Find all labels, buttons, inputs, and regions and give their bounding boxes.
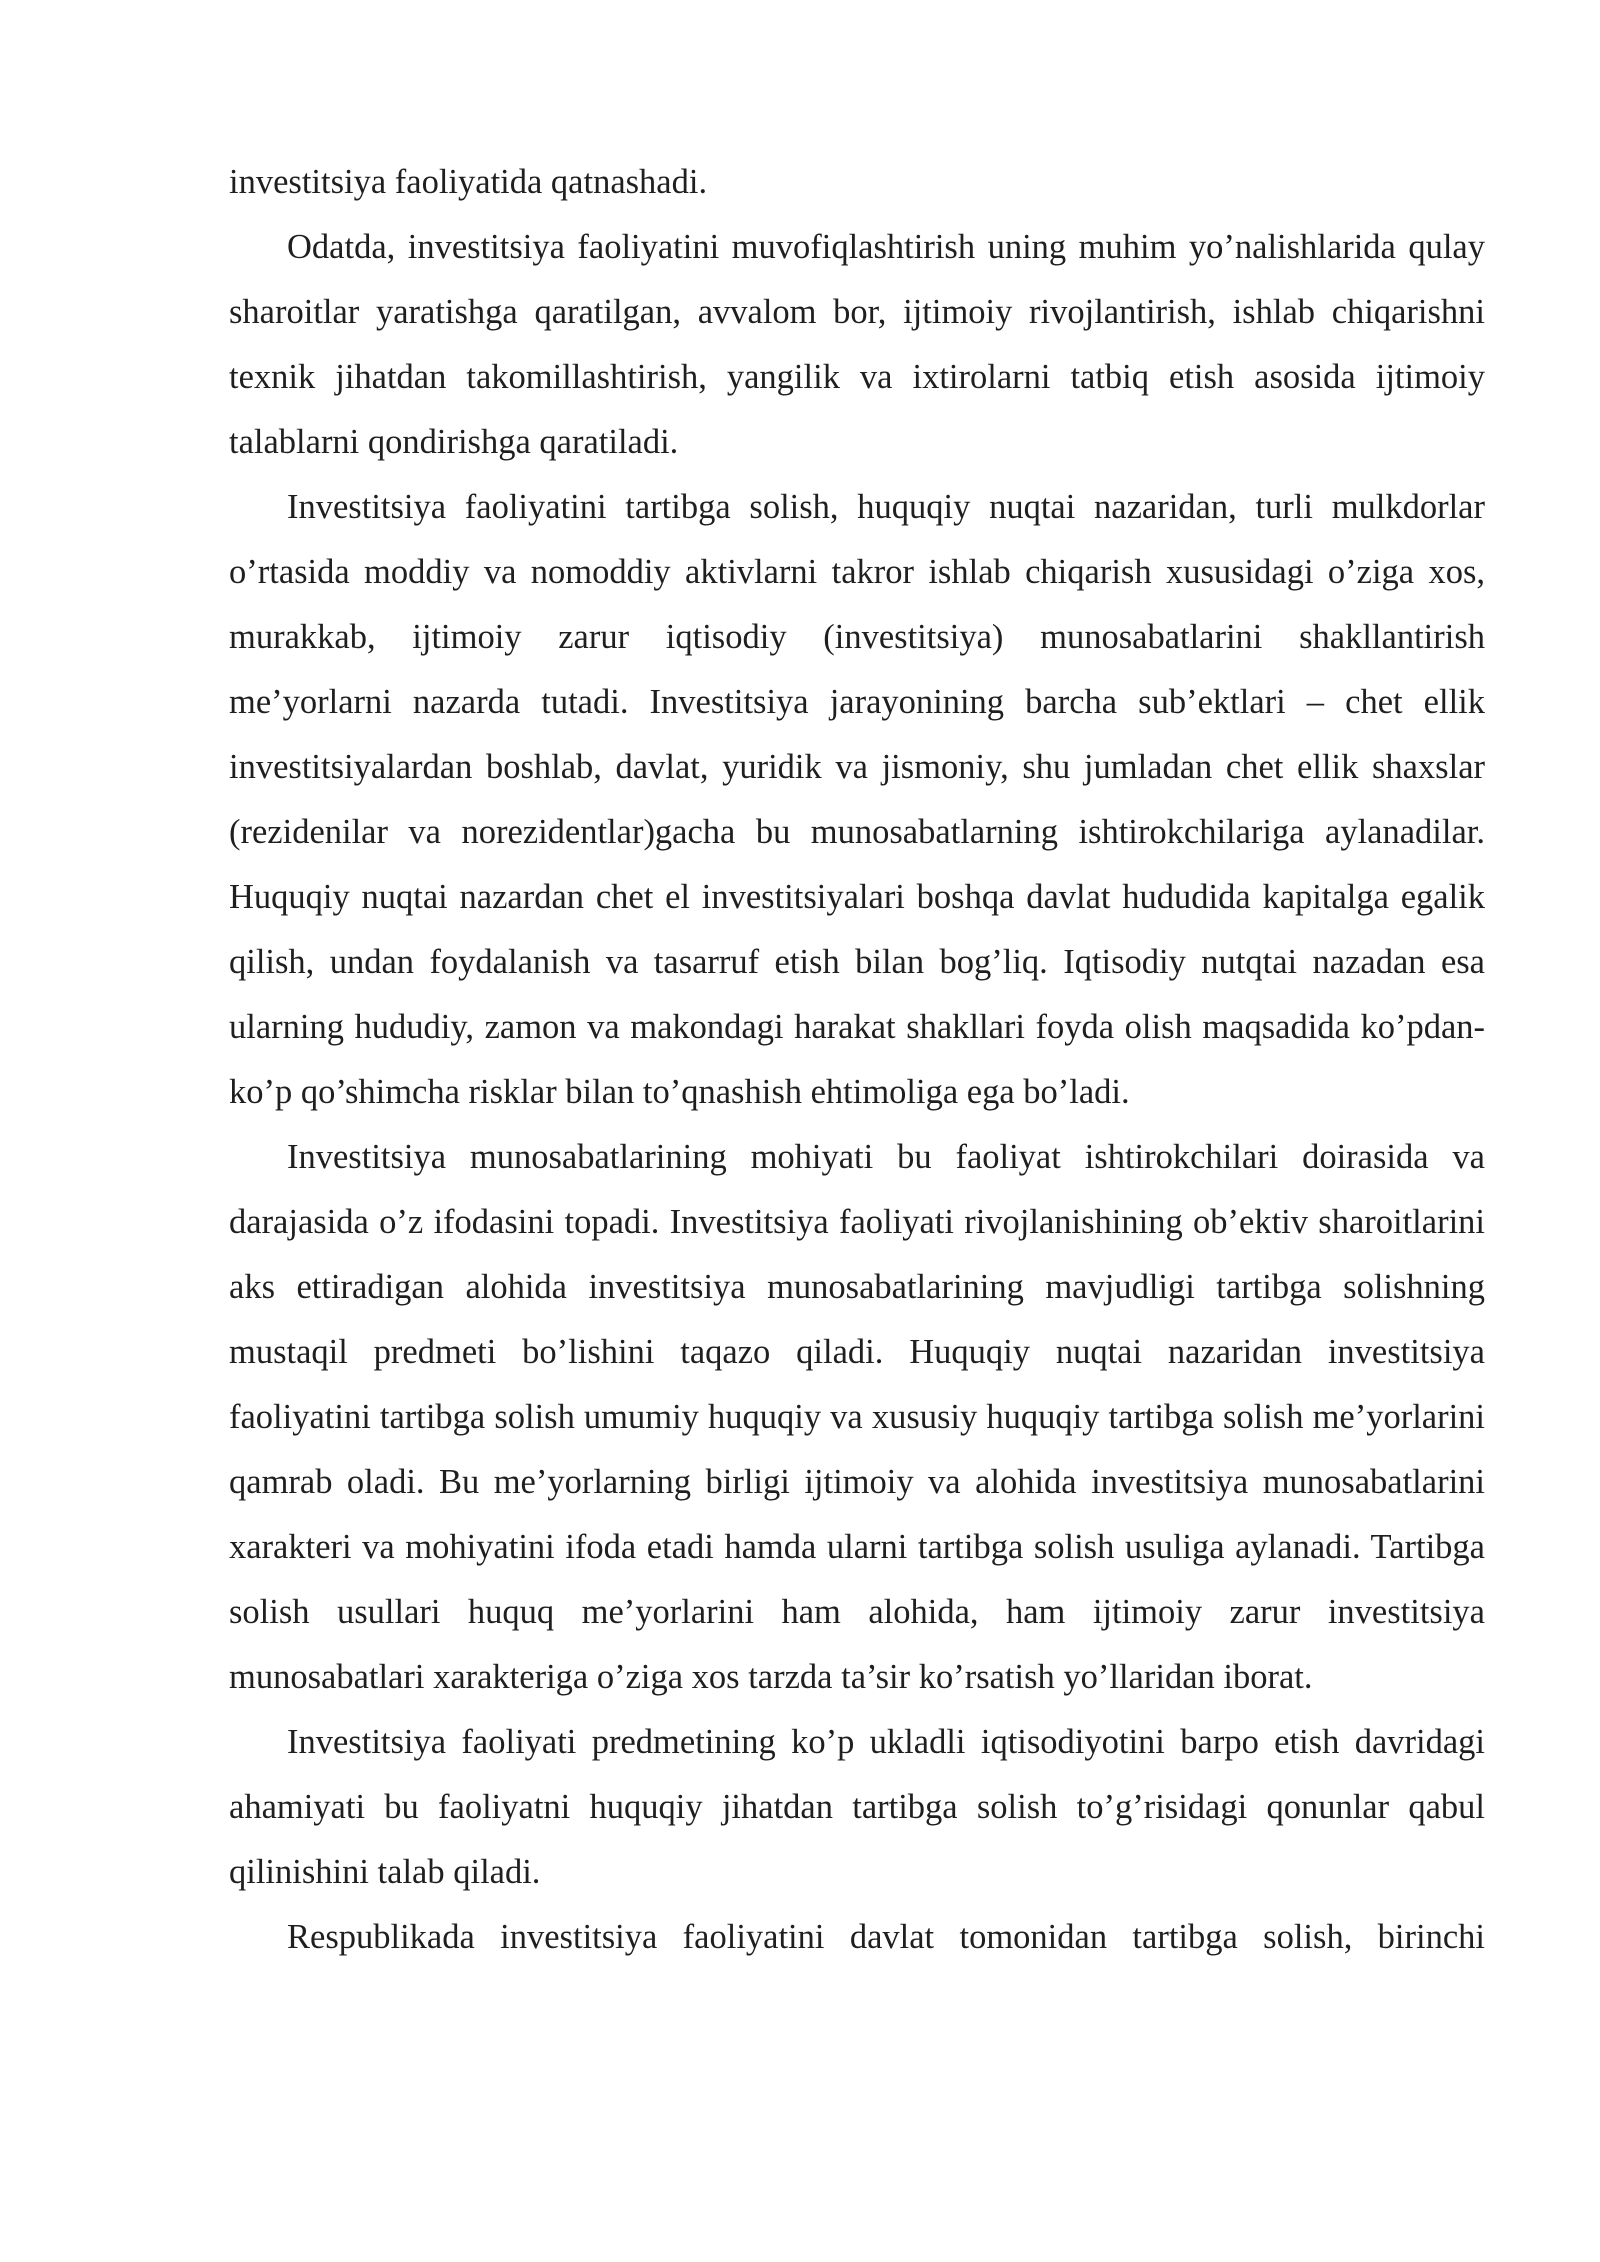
paragraph-continuation: investitsiya faoliyatida qatnashadi. [229, 163, 708, 201]
paragraph: Investitsiya faoliyati predmetining ko’p ukladli iqtisodiyotini barpo etish davridagi ahamiyati bu faoliyatni huquqiy jihatdan tartibga solish to’g’risidagi qonunlar qabul qilinishini talab qiladi. [229, 1723, 1485, 1891]
document-body [229, 150, 1485, 1970]
paragraph: Investitsiya munosabatlarining mohiyati bu faoliyat ishtirokchilari doirasida va darajasida o’z ifodasini topadi. Investitsiya faoliyati rivojlanishining ob’ektiv sharoitlarini aks ettiradigan alohida investitsiya munosabatlarining mavjudligi tartibga solishning mustaqil predmeti bo’lishini taqazo qiladi. Huquqiy nuqtai nazaridan investitsiya faoliyatini tartibga solish umumiy huquqiy va xususiy huquqiy tartibga solish me’yorlarini qamrab oladi. Bu me’yorlarning birligi ijtimoiy va alohida investitsiya munosabatlarini xarakteri va mohiyatini ifoda etadi hamda ularni tartibga solish usuliga aylanadi. Tartibga solish usullari huquq me’yorlarini ham alohida, ham ijtimoiy zarur investitsiya munosabatlari xarakteriga o’ziga xos tarzda ta’sir ko’rsatish yo’llaridan iborat. [229, 1138, 1485, 1696]
paragraph-cut-off: Respublikada investitsiya faoliyatini davlat tomonidan tartibga solish, birinchi [287, 1918, 1485, 1956]
paragraph: Investitsiya faoliyatini tartibga solish, huquqiy nuqtai nazaridan, turli mulkdorlar o’rtasida moddiy va nomoddiy aktivlarni takror ishlab chiqarish xususidagi o’ziga xos, murakkab, ijtimoiy zarur iqtisodiy (investitsiya) munosabatlarini shakllantirish me’yorlarni nazarda tutadi. Investitsiya jarayonining barcha sub’ektlari – chet ellik investitsiyalardan boshlab, davlat, yuridik va jismoniy, shu jumladan chet ellik shaxslar (rezidenilar va norezidentlar)gacha bu munosabatlarning ishtirokchilariga aylanadilar. Huquqiy nuqtai nazardan chet el investitsiyalari boshqa davlat hududida kapitalga egalik qilish, undan foydalanish va tasarruf etish bilan bog’liq. Iqtisodiy nutqtai nazadan esa ularning hududiy, zamon va makondagi harakat shakllari foyda olish maqsadida ko’pdan-ko’p qo’shimcha risklar bilan to’qnashish ehtimoliga ega bo’ladi. [229, 488, 1485, 1111]
paragraph: Odatda, investitsiya faoliyatini muvofiqlashtirish uning muhim yo’nalishlarida qulay sharoitlar yaratishga qaratilgan, avvalom bor, ijtimoiy rivojlantirish, ishlab chiqarishni texnik jihatdan takomillashtirish, yangilik va ixtirolarni tatbiq etish asosida ijtimoiy talablarni qondirishga qaratiladi. [229, 228, 1485, 461]
